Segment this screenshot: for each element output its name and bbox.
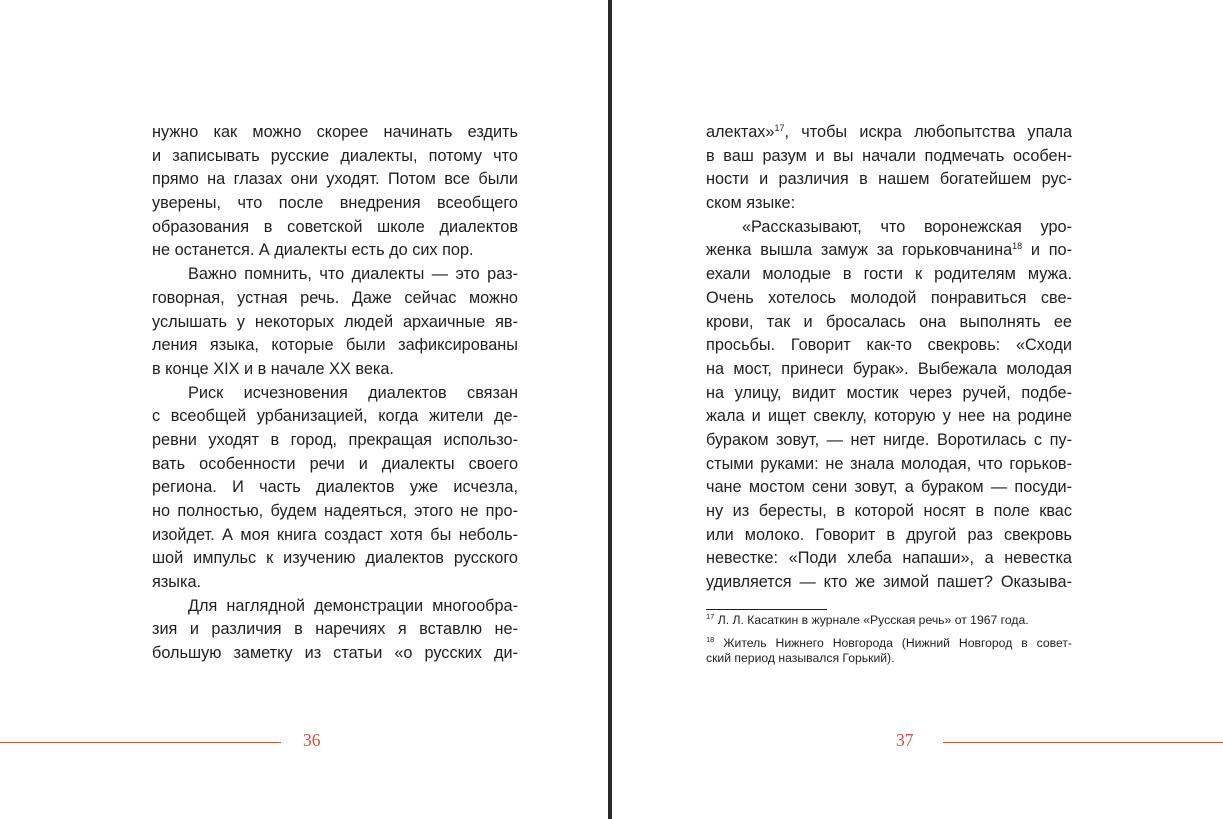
footnote-18 [706, 636, 1072, 667]
page-number-left: 36 [303, 730, 321, 750]
text-line [706, 121, 1072, 145]
text-line: ехали молодые в гости к родителям мужа. [706, 265, 1072, 284]
text-line: зия и различия в наречиях я вставлю не- [152, 620, 518, 639]
text-line: невестке: «Поди хлеба напаши», а невестка [706, 549, 1072, 568]
left-page-text [152, 121, 518, 666]
text-line: уверены, что после внедрения всеобщего [152, 194, 518, 213]
text-fragment: , чтобы искра любопытства упала [784, 123, 1072, 141]
footnote-text: Житель Нижнего Новгорода (Нижний Новгород в совет- [714, 635, 1072, 650]
text-line: ления языка, которые были зафиксированы [152, 336, 518, 355]
text-line: языка. [152, 573, 202, 592]
text-line: образования в советской школе диалектов [152, 217, 518, 236]
right-page-text [706, 121, 1072, 595]
text-line: не останется. А диалекты есть до сих пор. [152, 241, 474, 260]
text-line: бураком зовут, — нет нигде. Воротилась с пу- [706, 430, 1072, 449]
text-line: ну из бересты, в которой носят в поле квас [706, 502, 1072, 520]
text-line: большую заметку из статьи «о русских ди- [152, 644, 518, 663]
text-line: с всеобщей урбанизацией, когда жители де- [152, 407, 518, 426]
text-line: крови, так и бросалась она выполнять ее [706, 312, 1072, 331]
page-footer-rule-left [0, 742, 281, 743]
text-line: Для наглядной демонстрации многообра- [188, 596, 518, 615]
footnote-marker: 17 [706, 612, 715, 621]
text-line: на мост, принеси бурак». Выбежала молодая [706, 359, 1072, 378]
text-line: в конце XIX и в начале XX века. [152, 359, 394, 378]
text-line: вать особенности речи и диалекты своего [152, 454, 518, 473]
text-line: но полностью, будем надеяться, этого не про- [152, 502, 518, 520]
footnote-17 [706, 613, 1072, 629]
text-line: в ваш разум и вы начали подмечать особен- [706, 146, 1072, 165]
footnote-separator [706, 609, 827, 610]
text-line [706, 239, 1072, 263]
text-fragment: женка вышла замуж за горьковчанина [706, 241, 1013, 260]
text-line: и записывать русские диалекты, потому что [152, 146, 518, 165]
page-footer-rule-right [943, 742, 1223, 743]
text-line: нужно как можно скорее начинать ездить [152, 123, 518, 141]
text-line: чане мостом сени зовут, а бураком — посуди- [706, 478, 1072, 497]
footnote-text: Л. Л. Касаткин в журнале «Русская речь» от 1967 года. [714, 613, 1029, 627]
footnote-ref-17[interactable]: 17 [774, 123, 785, 133]
text-fragment: алектах» [706, 123, 775, 141]
footnote-line: ский период назывался Горький). [706, 651, 895, 665]
text-line: жала и ищет свеклу, которую у нее на родине [706, 407, 1072, 426]
text-line: шой импульс к изучению диалектов русского [152, 549, 518, 568]
text-line: или молоко. Говорит в другой раз свекровь [706, 525, 1072, 544]
text-line: региона. И часть диалектов уже исчезла, [152, 478, 518, 497]
text-line: прямо на глазах они уходят. Потом все были [152, 170, 518, 189]
text-fragment: и по- [1022, 241, 1072, 260]
text-line: изойдет. А моя книга создаст хотя бы неболь- [152, 525, 518, 544]
text-line: Важно помнить, что диалекты — это раз- [188, 265, 518, 284]
footnotes [706, 613, 1072, 667]
text-line: «Рассказывают, что воронежская уро- [742, 217, 1072, 236]
text-line: услышать у некоторых людей архаичные яв- [152, 312, 518, 331]
text-line: на улицу, видит мостик через ручей, подбе- [706, 383, 1072, 402]
text-line: Очень хотелось молодой понравиться све- [706, 288, 1072, 307]
text-line: удивляется — кто же зимой пашет? Оказыва- [706, 573, 1072, 592]
footnote-marker: 18 [706, 634, 715, 644]
footnote-ref-18[interactable]: 18 [1012, 241, 1023, 252]
text-line: ском языке: [706, 194, 796, 213]
text-line: говорная, устная речь. Даже сейчас можно [152, 288, 518, 307]
text-line: ревни уходят в город, прекращая использо- [152, 430, 518, 449]
text-line: стыми руками: не знала молодая, что горьков- [706, 454, 1072, 473]
text-line: ности и различия в нашем богатейшем рус- [706, 170, 1072, 189]
book-gutter [608, 0, 612, 819]
page-number-right: 37 [896, 730, 914, 750]
text-line: просьбы. Говорит как-то свекровь: «Сходи [706, 336, 1072, 355]
text-line: Риск исчезновения диалектов связан [188, 383, 518, 402]
footnote-line [706, 636, 1072, 652]
footnote-line [706, 613, 1072, 629]
